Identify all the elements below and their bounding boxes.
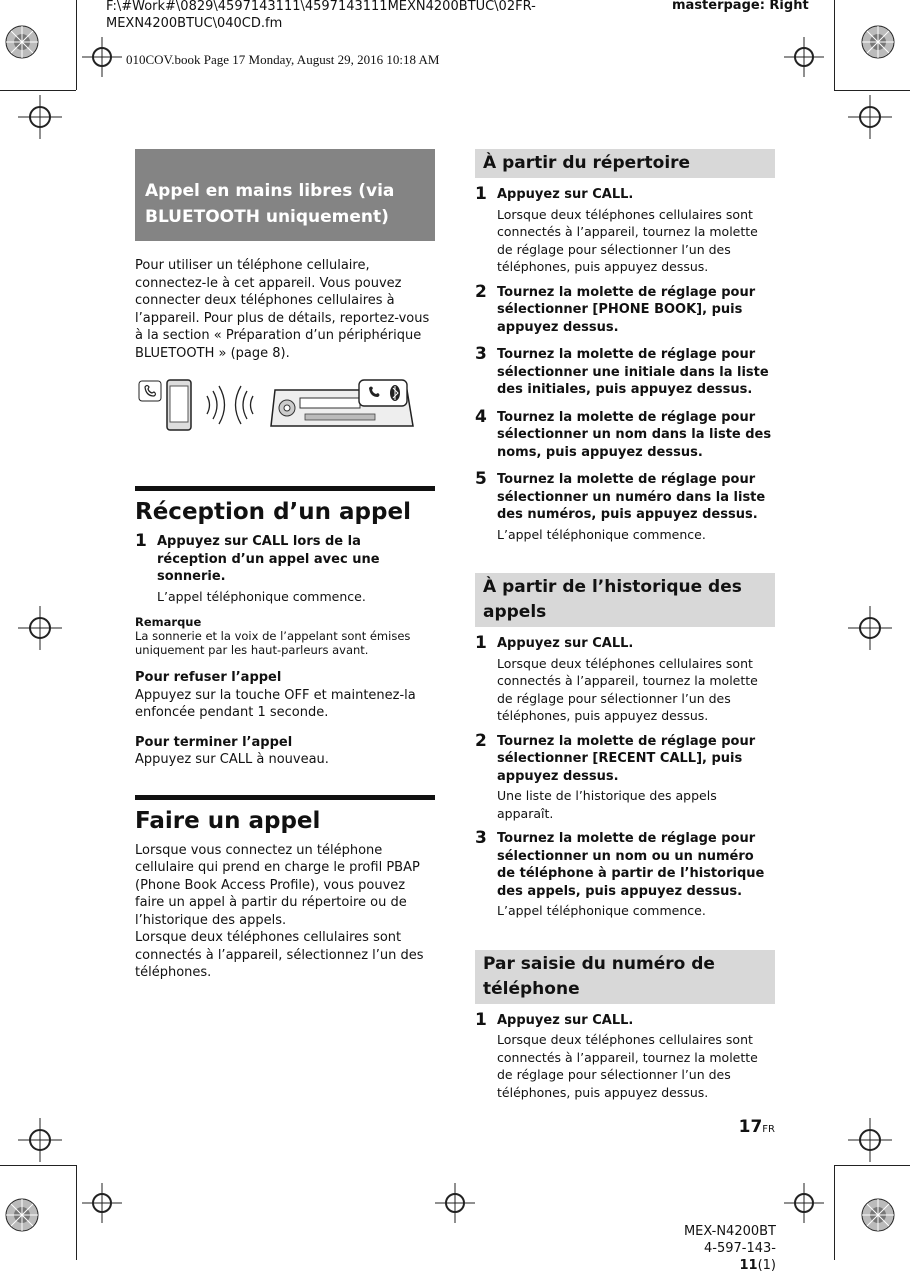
step-subtext: L’appel téléphonique commence. <box>497 526 706 542</box>
step-item <box>475 406 775 464</box>
dial-steps <box>475 1009 775 1102</box>
registration-mark <box>848 1118 892 1162</box>
registration-mark <box>784 1183 824 1223</box>
step-number: 5 <box>475 469 487 489</box>
step-subtext: L’appel téléphonique commence. <box>497 903 706 918</box>
section-title-reception: Réception d’un appel <box>135 486 435 527</box>
end-title: Pour terminer l’appel <box>135 734 293 750</box>
phone-icon <box>139 380 191 430</box>
step-subtext: Lorsque deux téléphones cellulaires sont connectés à l’appareil, tournez la molette de réglage pour sélectionner l’un des téléphones, puis appuyez dessus. <box>497 655 758 723</box>
step-number: 3 <box>475 828 487 848</box>
section-title-dial: Par saisie du numéro de téléphone <box>475 950 775 1004</box>
step-subtext: Une liste de l’historique des appels apparaît. <box>497 788 717 821</box>
step-text: Tournez la molette de réglage pour sélectionner un nom ou un numéro de téléphone à partir de l’historique des appels, puis appuyez dessus. <box>497 831 765 899</box>
right-column <box>475 149 775 1101</box>
step-text: Tournez la molette de réglage pour sélectionner [RECENT CALL], puis appuyez dessus. <box>497 733 756 784</box>
reception-step <box>135 533 435 605</box>
page-number <box>739 1117 775 1137</box>
step-text: Appuyez sur CALL. <box>497 1012 634 1028</box>
step-number: 1 <box>475 633 487 653</box>
registration-mark <box>82 37 122 77</box>
step-subtext: Lorsque deux téléphones cellulaires sont connectés à l’appareil, tournez la molette de réglage pour sélectionner l’un des téléphones, puis appuyez dessus. <box>497 1032 758 1100</box>
step-number: 2 <box>475 730 487 751</box>
model-info <box>676 1223 776 1274</box>
call-bluetooth-badge-icon <box>359 380 407 406</box>
history-steps <box>475 635 775 920</box>
step-subtext: Lorsque deux téléphones cellulaires sont connectés à l’appareil, tournez la molette de réglage pour sélectionner l’un des téléphones, puis appuyez dessus. <box>497 206 758 274</box>
step-item <box>475 346 775 401</box>
step-text: Tournez la molette de réglage pour sélectionner [PHONE BOOK], puis appuyez dessus. <box>497 284 756 335</box>
crop-mark <box>834 1165 910 1166</box>
make-call-para1: Lorsque vous connectez un téléphone cellulaire qui prend en charge le profil PBAP (Phone Book Access Profile), vous pouvez faire un appel à partir du répertoire ou de l’historique des appels. <box>135 842 420 928</box>
step-item <box>475 1009 775 1102</box>
page-number-value: 17 <box>738 1117 763 1137</box>
step-item <box>475 471 775 543</box>
book-info: 010COV.book Page 17 Monday, August 29, 2016 10:18 AM <box>126 52 440 67</box>
crop-mark <box>76 1165 77 1260</box>
crop-mark <box>834 0 835 90</box>
step-number: 1 <box>135 531 147 551</box>
step-text: Tournez la molette de réglage pour sélectionner un numéro dans la liste des numéros, puis appuyez dessus. <box>497 472 766 522</box>
section-title-handsfree: Appel en mains libres (via BLUETOOTH uniquement) <box>135 149 435 241</box>
step-text: Tournez la molette de réglage pour sélectionner un nom dans la liste des noms, puis appuyez dessus. <box>497 409 772 460</box>
registration-mark <box>848 95 892 139</box>
color-wheel-mark <box>860 1197 896 1233</box>
crop-mark <box>0 1165 76 1166</box>
step-text: Appuyez sur CALL. <box>497 636 634 651</box>
step-text: Appuyez sur CALL. <box>497 187 634 202</box>
step-subtext: L’appel téléphonique commence. <box>157 588 366 604</box>
crop-mark <box>834 90 910 91</box>
step-number: 4 <box>475 406 487 427</box>
registration-mark <box>435 1183 475 1223</box>
color-wheel-mark <box>860 24 896 60</box>
file-path: F:\#Work#\0829\4597143111\4597143111MEXN4200BTUC\02FR- MEXN4200BTUC\040CD.fm <box>106 0 536 31</box>
step-item <box>475 635 775 725</box>
step-number: 1 <box>475 184 487 204</box>
registration-mark <box>784 37 824 77</box>
step-text: Tournez la molette de réglage pour sélectionner une initiale dans la liste des initiales, puis appuyez dessus. <box>497 347 769 397</box>
refuse-text: Appuyez sur la touche OFF et maintenez-la enfoncée pendant 1 seconde. <box>135 687 416 720</box>
crop-mark <box>76 0 77 90</box>
step-item <box>475 186 775 276</box>
bluetooth-waves-icon <box>207 386 253 424</box>
phone-to-unit-illustration <box>135 378 435 448</box>
registration-mark <box>82 1183 122 1223</box>
registration-mark <box>18 1118 62 1162</box>
note-title: Remarque <box>135 615 202 629</box>
end-text: Appuyez sur CALL à nouveau. <box>135 752 329 767</box>
note-text: La sonnerie et la voix de l’appelant sont émises uniquement par les haut-parleurs avant. <box>135 629 411 657</box>
step-text: Appuyez sur CALL lors de la réception d’un appel avec une sonnerie. <box>157 534 380 584</box>
step-item <box>475 830 775 920</box>
step-item <box>475 281 775 339</box>
section-title-history: À partir de l’historique des appels <box>475 573 775 627</box>
registration-mark <box>18 606 62 650</box>
step-number: 2 <box>475 281 487 302</box>
left-column <box>135 149 435 982</box>
step-number: 1 <box>475 1009 487 1030</box>
color-wheel-mark <box>4 1197 40 1233</box>
part-number: 4-597-143-11(1) <box>704 1241 776 1273</box>
step-number: 3 <box>475 344 487 364</box>
section-title-make-call: Faire un appel <box>135 795 435 836</box>
make-call-para2: Lorsque deux téléphones cellulaires sont connectés à l’appareil, sélectionnez l’un des téléphones. <box>135 930 424 980</box>
crop-mark <box>834 1165 835 1260</box>
phonebook-steps <box>475 186 775 543</box>
page-lang: FR <box>762 1124 775 1135</box>
model-name: MEX-N4200BT <box>683 1224 776 1239</box>
registration-mark <box>848 606 892 650</box>
color-wheel-mark <box>4 24 40 60</box>
masterpage-label: masterpage: Right <box>672 0 809 13</box>
crop-mark <box>0 90 76 91</box>
refuse-title: Pour refuser l’appel <box>135 670 282 685</box>
registration-mark <box>18 95 62 139</box>
intro-text: Pour utiliser un téléphone cellulaire, connectez-le à cet appareil. Vous pouvez connecter deux téléphones cellulaires à l’appareil. Pour plus de détails, reportez-vous à la section « Préparation d’un périphérique BLUETOOTH » (page 8). <box>135 258 430 361</box>
section-title-phonebook: À partir du répertoire <box>475 149 775 178</box>
step-item <box>475 730 775 823</box>
